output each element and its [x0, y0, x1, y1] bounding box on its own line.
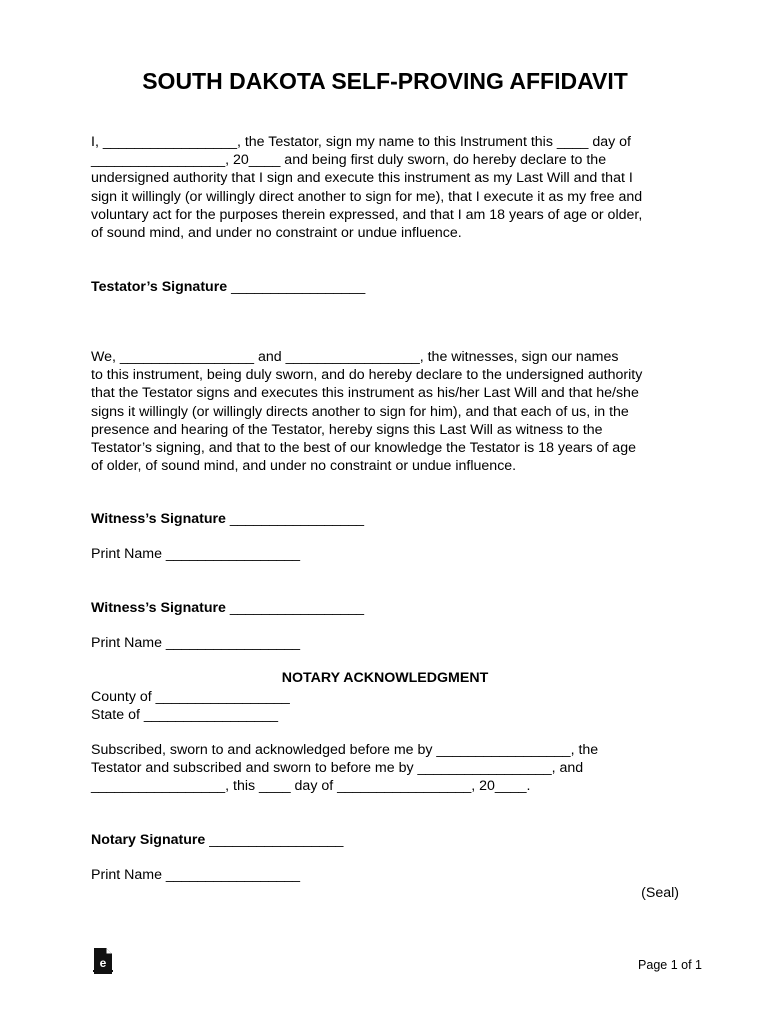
notary-signature-line: [91, 831, 343, 849]
witness1-signature-label: Witness’s Signature: [91, 511, 226, 527]
testator-signature-blank[interactable]: _________________: [227, 279, 366, 295]
notary-county[interactable]: County of _________________: [91, 689, 290, 705]
notary-signature-blank[interactable]: _________________: [205, 832, 344, 848]
witness1-print-name[interactable]: Print Name _________________: [91, 546, 301, 562]
svg-text:e: e: [99, 956, 107, 970]
document-title: SOUTH DAKOTA SELF-PROVING AFFIDAVIT: [142, 68, 628, 94]
notary-signature-label: Notary Signature: [91, 832, 206, 848]
witness1-signature-blank[interactable]: _________________: [225, 511, 365, 527]
testator-declaration-paragraph: I, _________________, the Testator, sign my name to this Instrument this ____ day of _________________, 20____ and being first duly sworn, do hereby declare to the undersigned authority that I sign and execute this instrument as my Last Will and that I sign it willingly (or willingly direct another to sign for me), that I execute it as my free and voluntary act for the purposes therein expressed, and that I am 18 years of age or older, of sound mind, and under no constraint or undue influence.: [91, 134, 643, 242]
testator-signature-label: Testator’s Signature: [91, 279, 228, 295]
witness2-signature-line: [91, 599, 364, 617]
notary-acknowledgment-paragraph: Subscribed, sworn to and acknowledged before me by _________________, the Testator and subscribed and sworn to before me by _________________, and _________________, this ____ day of _________________, 20____.: [91, 742, 599, 795]
eforms-logo-icon: [91, 947, 115, 975]
witness2-signature-label: Witness’s Signature: [91, 600, 226, 616]
page-number: Page 1 of 1: [638, 958, 702, 972]
notary-print-name[interactable]: Print Name _________________: [91, 867, 301, 883]
witness2-print-name[interactable]: Print Name _________________: [91, 635, 301, 651]
notary-state[interactable]: State of _________________: [91, 707, 278, 723]
notary-heading: NOTARY ACKNOWLEDGMENT: [281, 670, 489, 686]
witness1-signature-line: [91, 510, 364, 528]
witness2-signature-blank[interactable]: _________________: [225, 600, 365, 616]
witness-declaration-paragraph: We, _________________ and _________________, the witnesses, sign our names to this instrument, being duly sworn, and do hereby declare to the undersigned authority that the Testator signs and executes this instrument as his/her Last Will and that he/she signs it willingly (or willingly directs another to sign for him), and that each of us, in the presence and hearing of the Testator, hereby signs this Last Will as witness to the Testator’s signing, and that to the best of our knowledge the Testator is 18 years of age of older, of sound mind, and under no constraint or undue influence.: [91, 349, 643, 475]
seal-label: (Seal): [641, 885, 679, 901]
testator-signature-line: [91, 278, 365, 296]
